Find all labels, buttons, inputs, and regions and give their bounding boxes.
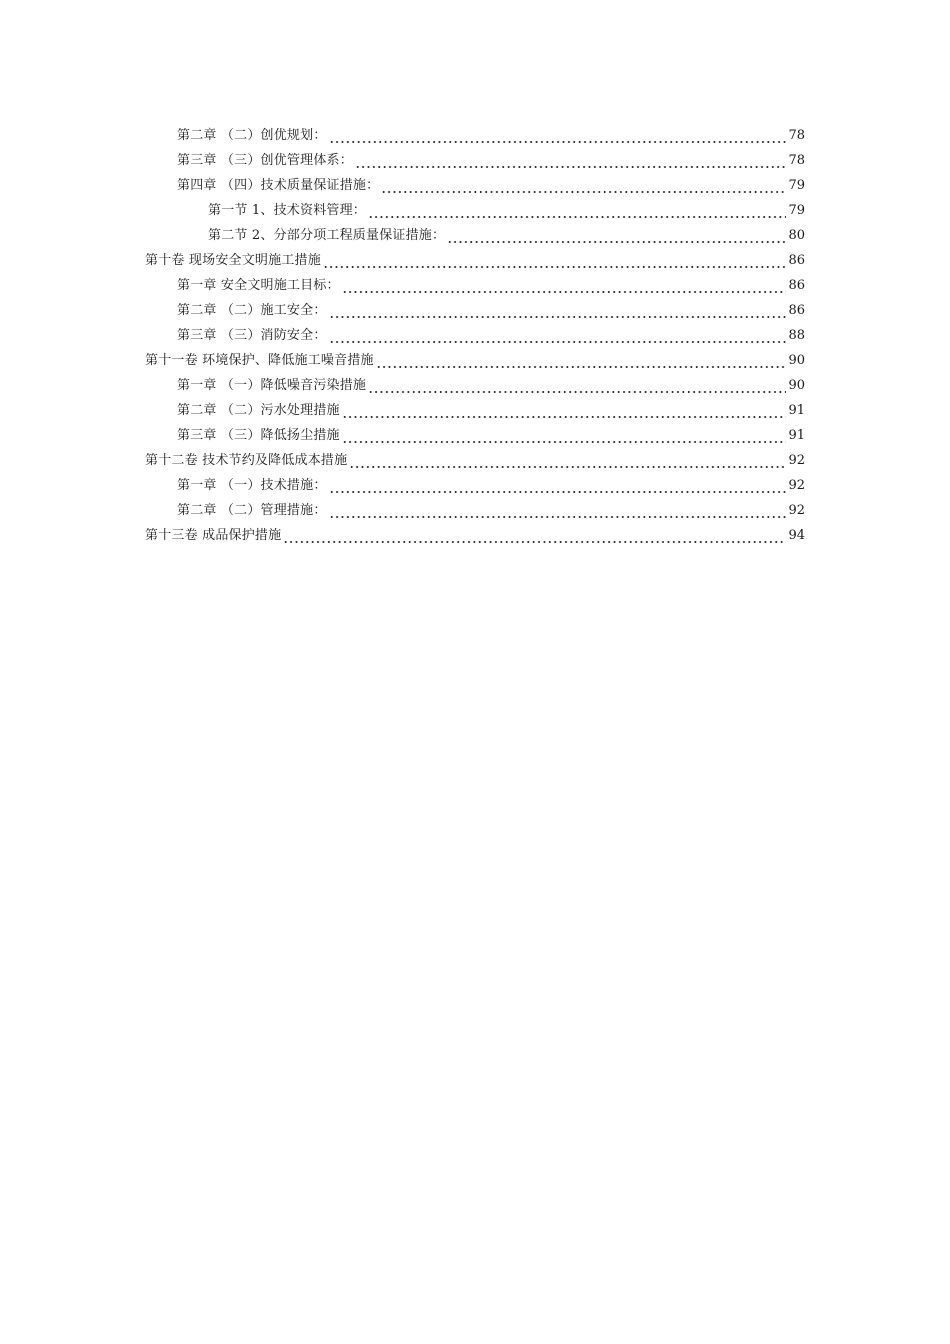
toc-entry-title: 第一章 （一）降低噪音污染措施 [177, 378, 367, 393]
toc-entry[interactable] [0, 248, 950, 273]
toc-dot-leader [283, 523, 786, 548]
toc-entry[interactable] [0, 148, 950, 173]
toc-page-number: 91 [788, 403, 805, 418]
toc-entry[interactable] [0, 173, 950, 198]
toc-entry-title: 第一节 1、技术资料管理： [208, 203, 367, 218]
toc-page-number: 80 [788, 228, 805, 243]
toc-entry-title: 第三章 （三）消防安全： [177, 328, 327, 343]
toc-entry-title: 第二章 （二）创优规划： [177, 128, 327, 143]
toc-entry-title: 第十卷 现场安全文明施工措施 [145, 253, 321, 268]
toc-dot-leader [329, 123, 787, 148]
toc-entry[interactable] [0, 323, 950, 348]
toc-dot-leader [447, 223, 786, 248]
toc-entry[interactable] [0, 523, 950, 548]
toc-page-number: 92 [788, 453, 805, 468]
toc-dot-leader [355, 148, 787, 173]
toc-page-number: 92 [788, 503, 805, 518]
toc-page-number: 91 [788, 428, 805, 443]
toc-page-number: 79 [788, 203, 805, 218]
toc-dot-leader [342, 423, 787, 448]
toc-entry-title: 第十三卷 成品保护措施 [145, 528, 282, 543]
toc-dot-leader [323, 248, 787, 273]
toc-dot-leader [381, 173, 786, 198]
toc-entry[interactable] [0, 498, 950, 523]
toc-entry[interactable] [0, 123, 950, 148]
toc-dot-leader [329, 498, 787, 523]
toc-page-number: 90 [788, 378, 805, 393]
toc-page-number: 86 [788, 253, 805, 268]
toc-dot-leader [368, 373, 786, 398]
toc-dot-leader [329, 298, 787, 323]
toc-page-number: 92 [788, 478, 805, 493]
toc-entry-title: 第二章 （二）施工安全： [177, 303, 327, 318]
toc-entry[interactable] [0, 348, 950, 373]
toc-dot-leader [368, 198, 786, 223]
toc-entry[interactable] [0, 273, 950, 298]
toc-entry[interactable] [0, 398, 950, 423]
toc-page-number: 79 [788, 178, 805, 193]
toc-entry[interactable] [0, 423, 950, 448]
toc-page-number: 78 [788, 128, 805, 143]
toc-dot-leader [376, 348, 787, 373]
toc-dot-leader [342, 398, 787, 423]
toc-entry[interactable] [0, 473, 950, 498]
toc-page-number: 94 [788, 528, 805, 543]
toc-entry-title: 第三章 （三）降低扬尘措施 [177, 428, 340, 443]
toc-entry-title: 第一章 安全文明施工目标： [177, 278, 340, 293]
toc-entry-title: 第十二卷 技术节约及降低成本措施 [145, 453, 348, 468]
toc-dot-leader [349, 448, 786, 473]
toc-entry-title: 第三章 （三）创优管理体系： [177, 153, 353, 168]
toc-entry-title: 第十一卷 环境保护、降低施工噪音措施 [145, 353, 374, 368]
toc-entry-title: 第四章 （四）技术质量保证措施： [177, 178, 380, 193]
toc-entry[interactable] [0, 298, 950, 323]
toc-entry-title: 第二节 2、分部分项工程质量保证措施： [208, 228, 446, 243]
toc-page-number: 90 [788, 353, 805, 368]
toc-page-number: 88 [788, 328, 805, 343]
toc-page-number: 78 [788, 153, 805, 168]
toc-entry[interactable] [0, 223, 950, 248]
toc-page-number: 86 [788, 278, 805, 293]
toc-dot-leader [329, 323, 787, 348]
toc-entry-title: 第一章 （一）技术措施： [177, 478, 327, 493]
table-of-contents [0, 123, 950, 548]
toc-entry-title: 第二章 （二）管理措施： [177, 503, 327, 518]
toc-dot-leader [329, 473, 787, 498]
toc-entry-title: 第二章 （二）污水处理措施 [177, 403, 340, 418]
toc-page-number: 86 [788, 303, 805, 318]
toc-entry[interactable] [0, 198, 950, 223]
toc-entry[interactable] [0, 373, 950, 398]
toc-entry[interactable] [0, 448, 950, 473]
toc-dot-leader [342, 273, 787, 298]
